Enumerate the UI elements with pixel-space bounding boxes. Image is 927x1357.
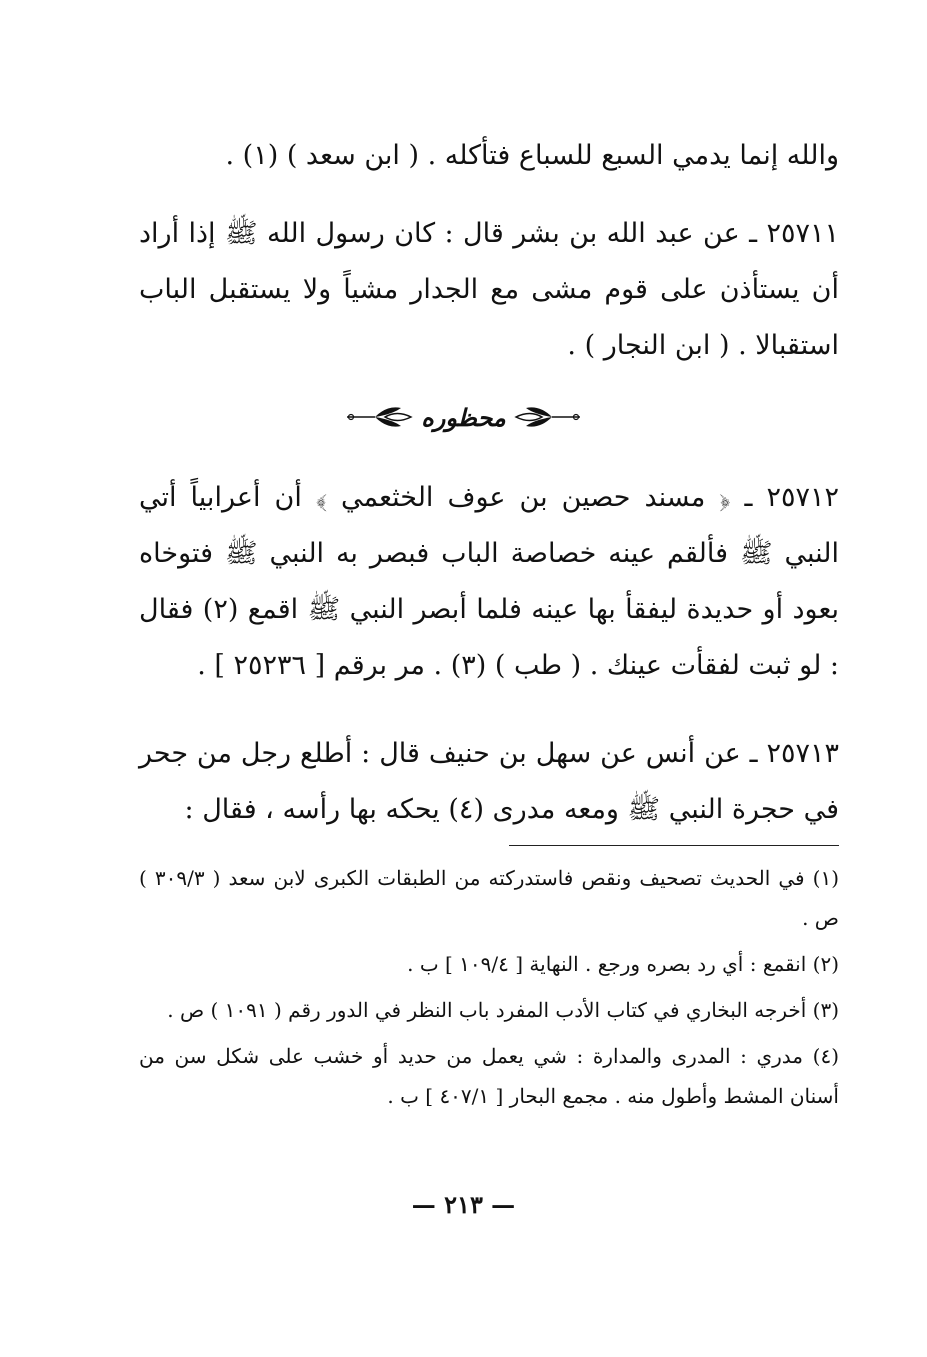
footnote-2: (٢) انقمع : أي رد بصره ورجع . النهاية [ ١٠٩/٤ ] ب .: [407, 952, 839, 976]
leaf-ornament-icon: [512, 402, 582, 432]
hadith-25713: ٢٥٧١٣ ـ عن أنس عن سهل بن حنيف قال : أطلع رجل من جحر في حجرة النبي ﷺ ومعه مدرى (٤) يحكه بها رأسه ، فقال :: [139, 738, 839, 825]
hadith-25712: ٢٥٧١٢ ـ ﴿ مسند حصين بن عوف الخثعمي ﴾ أن أعرابياً أتي النبي ﷺ فألقم عينه خصاصة الباب فبصر به النبي ﷺ فتوخاه بعود أو حديدة ليفقأ بها عينه فلما أبصر النبي ﷺ اقمع (٢) فقال : لو ثبت لفقأت عينك . ( طب ) (٣) . مر برقم [ ٢٥٢٣٦ ] .: [139, 482, 839, 681]
footnote-4: (٤) مدري : المدرى والمدارة : شي يعمل من حديد أو خشب على شكل سن من أسنان المشط وأطول منه . مجمع البحار [ ٤٠٧/١ ] ب .: [139, 1044, 839, 1108]
hadith-text-continuation: والله إنما يدمي السبع للسباع فتأكله . ( ابن سعد ) (١) .: [225, 140, 839, 171]
footnotes: [139, 858, 839, 1122]
footnote-3: (٣) أخرجه البخاري في كتاب الأدب المفرد باب النظر في الدور رقم ( ١٠٩١ ) ص .: [167, 998, 839, 1022]
hadith-25711: ٢٥٧١١ ـ عن عبد الله بن بشر قال : كان رسول الله ﷺ إذا أراد أن يستأذن على قوم مشى مع الجدار مشياً ولا يستقبل الباب استقبالا . ( ابن النجار ) .: [139, 218, 839, 361]
section-heading: [0, 392, 927, 442]
leaf-ornament-icon: [345, 402, 415, 432]
section-heading-title: محظوره: [421, 402, 506, 432]
page-number: — ٢١٣ —: [411, 1190, 516, 1219]
footnote-1: (١) في الحديث تصحيف ونقص فاستدركته من الطبقات الكبرى لابن سعد ( ٣٠٩/٣ ) ص .: [139, 866, 839, 930]
footnote-divider: [509, 845, 839, 846]
